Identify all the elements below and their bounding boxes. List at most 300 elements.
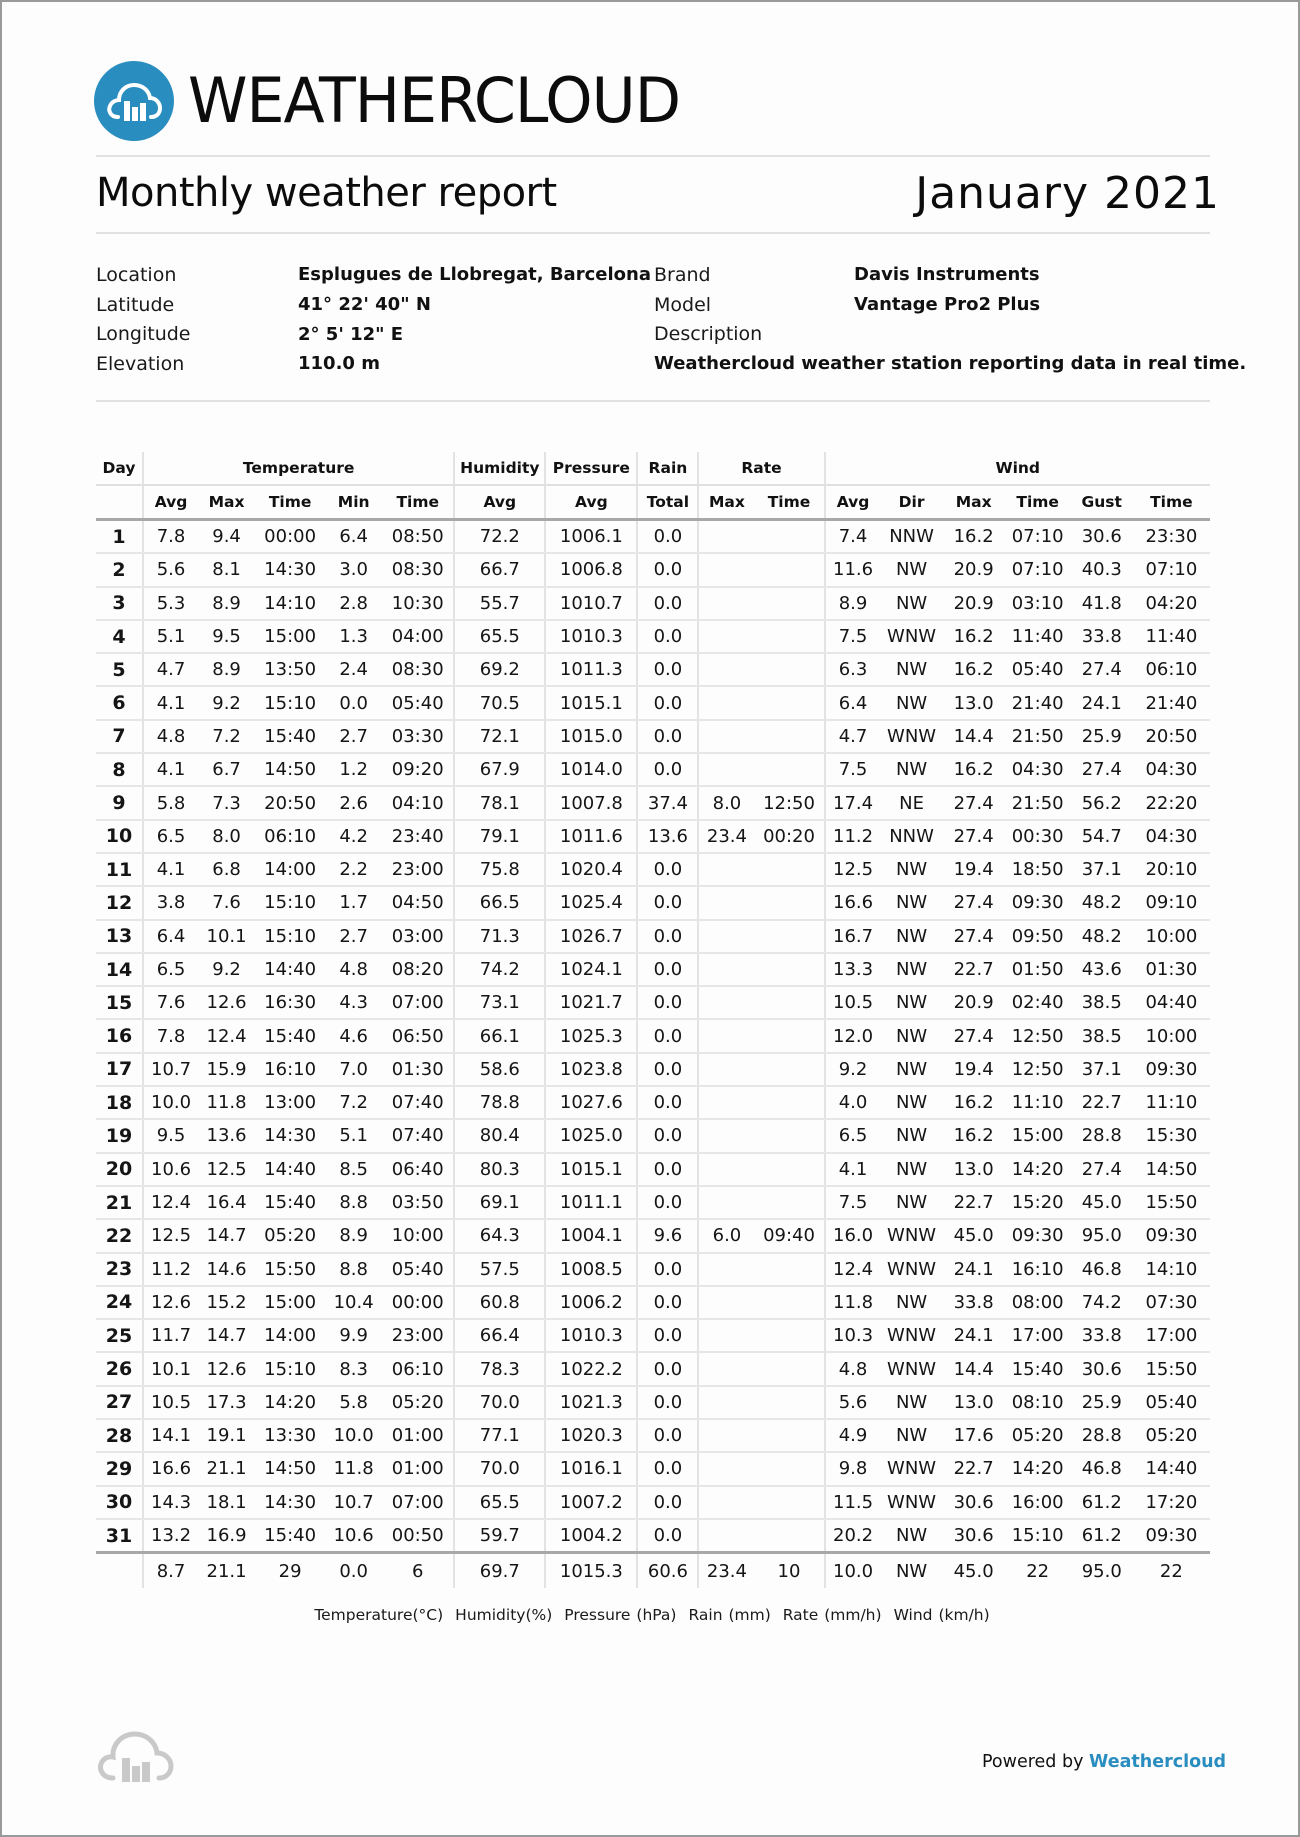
table-row [96, 1086, 1210, 1119]
data-cell: 8.9 [198, 587, 255, 620]
day-cell: 1 [96, 520, 143, 554]
data-cell: 69.2 [454, 653, 545, 686]
data-cell: 15:20 [1005, 1186, 1071, 1219]
data-cell: 25.9 [1071, 720, 1133, 753]
data-cell: 09:30 [1133, 1519, 1210, 1553]
data-cell: 0.0 [637, 720, 698, 753]
data-cell: NW [881, 1086, 943, 1119]
data-cell: 1021.3 [545, 1386, 637, 1419]
data-cell: 7.8 [143, 1019, 198, 1052]
data-cell: 0.0 [637, 1186, 698, 1219]
data-cell: 15:50 [1133, 1186, 1210, 1219]
divider [96, 400, 1210, 402]
table-row [96, 1153, 1210, 1186]
data-cell: NW [881, 1419, 943, 1452]
total-cell: 45.0 [943, 1553, 1005, 1589]
data-cell: 08:50 [382, 520, 454, 554]
total-cell: 95.0 [1071, 1553, 1133, 1589]
data-cell: 5.6 [825, 1386, 881, 1419]
data-cell: 6.5 [825, 1119, 881, 1152]
data-cell: 0.0 [637, 953, 698, 986]
data-cell: 15:40 [255, 1019, 325, 1052]
data-cell: 12.4 [825, 1253, 881, 1286]
data-cell: 05:20 [382, 1386, 454, 1419]
table-row [96, 953, 1210, 986]
data-cell: 14:50 [1133, 1153, 1210, 1186]
data-cell: 2.7 [325, 920, 382, 953]
table-row [96, 853, 1210, 886]
data-cell: NW [881, 1153, 943, 1186]
data-cell: 0.0 [637, 520, 698, 554]
data-cell: 9.9 [325, 1319, 382, 1352]
data-cell: 10:00 [1133, 920, 1210, 953]
data-cell: 8.3 [325, 1352, 382, 1385]
data-cell: 9.5 [198, 620, 255, 653]
data-cell [754, 1053, 824, 1086]
data-cell: 66.1 [454, 1019, 545, 1052]
data-cell: 1022.2 [545, 1352, 637, 1385]
data-cell: 78.8 [454, 1086, 545, 1119]
data-cell [698, 953, 754, 986]
data-cell: 1.3 [325, 620, 382, 653]
data-cell [754, 1086, 824, 1119]
data-cell: 0.0 [637, 1452, 698, 1485]
data-cell: 9.4 [198, 520, 255, 554]
data-cell: 6.3 [825, 653, 881, 686]
data-cell: 4.1 [825, 1153, 881, 1186]
units-legend [2, 1606, 1300, 1624]
data-cell: 66.5 [454, 886, 545, 919]
data-cell: 24.1 [943, 1319, 1005, 1352]
data-cell: 33.8 [1071, 620, 1133, 653]
data-cell: 66.7 [454, 553, 545, 586]
data-cell: 28.8 [1071, 1419, 1133, 1452]
table-row [96, 1486, 1210, 1519]
data-cell [698, 853, 754, 886]
data-cell: 0.0 [637, 1386, 698, 1419]
info-value: Vantage Pro2 Plus [854, 294, 1041, 316]
legend-item: Rate (mm/h) [782, 1606, 882, 1624]
day-cell: 25 [96, 1319, 143, 1352]
data-cell [698, 1286, 754, 1319]
data-cell [754, 720, 824, 753]
data-cell: 14:30 [255, 1486, 325, 1519]
table-row [96, 520, 1210, 554]
data-cell [698, 1386, 754, 1419]
data-cell: 56.2 [1071, 786, 1133, 819]
data-cell: 4.7 [825, 720, 881, 753]
data-cell: 0.0 [637, 920, 698, 953]
data-cell: NW [881, 986, 943, 1019]
data-cell: 1010.7 [545, 587, 637, 620]
table-row [96, 1019, 1210, 1052]
data-cell: 13.0 [943, 1386, 1005, 1419]
data-cell: 12.6 [143, 1286, 198, 1319]
data-cell: 23:40 [382, 820, 454, 853]
data-cell: 16.2 [943, 753, 1005, 786]
data-cell: 07:10 [1133, 553, 1210, 586]
table-row [96, 587, 1210, 620]
data-cell: 69.1 [454, 1186, 545, 1219]
data-cell: 10.0 [325, 1419, 382, 1452]
data-cell: 15:40 [255, 1519, 325, 1553]
station-device-info [654, 260, 1246, 379]
data-cell: 1015.0 [545, 720, 637, 753]
data-cell: 27.4 [943, 786, 1005, 819]
data-cell: 20:10 [1133, 853, 1210, 886]
data-cell [754, 1119, 824, 1152]
data-cell: 48.2 [1071, 920, 1133, 953]
sub-header-day-blank [96, 485, 143, 520]
data-cell: 6.5 [143, 953, 198, 986]
day-cell: 17 [96, 1053, 143, 1086]
data-cell: 79.1 [454, 820, 545, 853]
data-cell: 14.4 [943, 1352, 1005, 1385]
footer-cloud-logo-icon [95, 1722, 177, 1788]
data-cell: 14:30 [255, 1119, 325, 1152]
data-cell: 10.5 [143, 1386, 198, 1419]
data-cell: 57.5 [454, 1253, 545, 1286]
data-cell: NW [881, 920, 943, 953]
day-cell: 24 [96, 1286, 143, 1319]
info-row-model [654, 290, 1246, 320]
data-cell: 09:10 [1133, 886, 1210, 919]
data-cell [698, 1119, 754, 1152]
data-cell: 24.1 [1071, 686, 1133, 719]
data-cell: 0.0 [637, 986, 698, 1019]
data-cell: 21.1 [198, 1452, 255, 1485]
data-cell: 08:30 [382, 653, 454, 686]
data-cell: 10.7 [143, 1053, 198, 1086]
data-cell: 6.4 [825, 686, 881, 719]
day-cell: 5 [96, 653, 143, 686]
info-row-elevation [96, 349, 651, 379]
total-cell: 60.6 [637, 1553, 698, 1589]
data-cell: 20.9 [943, 553, 1005, 586]
data-cell [698, 1153, 754, 1186]
data-cell: 16.2 [943, 653, 1005, 686]
data-cell: 77.1 [454, 1419, 545, 1452]
data-cell [698, 986, 754, 1019]
table-row [96, 1386, 1210, 1419]
data-cell: 09:30 [1133, 1219, 1210, 1252]
info-label: Model [654, 293, 712, 316]
data-cell: 06:50 [382, 1019, 454, 1052]
data-cell: 1026.7 [545, 920, 637, 953]
data-cell: 5.8 [143, 786, 198, 819]
data-cell [754, 1519, 824, 1553]
data-cell: 6.4 [325, 520, 382, 554]
data-cell: 38.5 [1071, 1019, 1133, 1052]
data-cell: 7.8 [143, 520, 198, 554]
data-cell: 27.4 [1071, 653, 1133, 686]
data-cell: 0.0 [637, 1352, 698, 1385]
data-cell: NNW [881, 520, 943, 554]
table-row [96, 620, 1210, 653]
data-cell: 4.0 [825, 1086, 881, 1119]
sub-header-cell: Avg [825, 485, 881, 520]
info-value: 110.0 m [298, 353, 380, 375]
data-cell: 05:40 [1005, 653, 1071, 686]
day-cell: 15 [96, 986, 143, 1019]
data-cell: 12.5 [143, 1219, 198, 1252]
data-cell [698, 720, 754, 753]
data-cell: 78.3 [454, 1352, 545, 1385]
data-cell [698, 920, 754, 953]
info-label: Latitude [96, 293, 175, 316]
data-cell: 59.7 [454, 1519, 545, 1553]
data-cell: 15.9 [198, 1053, 255, 1086]
data-cell: WNW [881, 1219, 943, 1252]
data-cell: 00:00 [382, 1286, 454, 1319]
data-cell: 11:40 [1005, 620, 1071, 653]
data-cell [754, 1019, 824, 1052]
data-cell: 4.8 [825, 1352, 881, 1385]
data-cell: 40.3 [1071, 553, 1133, 586]
data-cell: 2.4 [325, 653, 382, 686]
data-cell: 11.6 [825, 553, 881, 586]
data-cell: NW [881, 1119, 943, 1152]
day-cell: 10 [96, 820, 143, 853]
day-cell: 3 [96, 587, 143, 620]
data-cell: 8.9 [825, 587, 881, 620]
data-cell: 16.2 [943, 520, 1005, 554]
table-row [96, 1319, 1210, 1352]
table-totals-row [96, 1553, 1210, 1589]
data-cell [698, 886, 754, 919]
table-row [96, 1119, 1210, 1152]
data-cell: 07:10 [1005, 553, 1071, 586]
data-cell: 16.2 [943, 1119, 1005, 1152]
data-cell: 0.0 [637, 853, 698, 886]
table-row [96, 686, 1210, 719]
day-cell: 19 [96, 1119, 143, 1152]
data-cell: 16:30 [255, 986, 325, 1019]
data-cell: 14:00 [255, 853, 325, 886]
data-cell [698, 1452, 754, 1485]
data-cell: 01:00 [382, 1419, 454, 1452]
data-cell: 00:30 [1005, 820, 1071, 853]
data-cell: 07:40 [382, 1119, 454, 1152]
data-cell: 06:10 [382, 1352, 454, 1385]
day-cell: 9 [96, 786, 143, 819]
data-cell: 04:30 [1005, 753, 1071, 786]
data-cell: 04:10 [382, 786, 454, 819]
header-wind: Wind [825, 452, 1210, 485]
report-period: January 2021 [915, 168, 1220, 219]
data-cell: 27.4 [943, 886, 1005, 919]
data-cell: 4.3 [325, 986, 382, 1019]
data-cell: 0.0 [637, 587, 698, 620]
data-cell: 02:40 [1005, 986, 1071, 1019]
data-cell: 17:20 [1133, 1486, 1210, 1519]
data-cell: 27.4 [1071, 1153, 1133, 1186]
data-cell: 15:50 [255, 1253, 325, 1286]
data-cell: 13:00 [255, 1086, 325, 1119]
data-cell: 07:40 [382, 1086, 454, 1119]
weathercloud-link[interactable]: Weathercloud [1089, 1752, 1227, 1772]
data-cell [698, 1486, 754, 1519]
data-cell: 80.4 [454, 1119, 545, 1152]
data-cell: 9.2 [825, 1053, 881, 1086]
data-cell: 7.2 [198, 720, 255, 753]
data-cell: 22.7 [943, 1186, 1005, 1219]
data-cell: WNW [881, 720, 943, 753]
data-cell: 0.0 [637, 1286, 698, 1319]
data-cell: 13.6 [637, 820, 698, 853]
data-cell: 7.0 [325, 1053, 382, 1086]
data-cell [698, 686, 754, 719]
data-cell: NE [881, 786, 943, 819]
data-cell: 8.9 [325, 1219, 382, 1252]
data-cell: 20.9 [943, 587, 1005, 620]
data-cell: 27.4 [943, 1019, 1005, 1052]
data-cell: 24.1 [943, 1253, 1005, 1286]
table-row [96, 986, 1210, 1019]
data-cell: 21:50 [1005, 720, 1071, 753]
data-cell: 01:00 [382, 1452, 454, 1485]
data-cell: 09:20 [382, 753, 454, 786]
data-cell: NW [881, 1286, 943, 1319]
table-sub-header-row [96, 485, 1210, 520]
data-cell: NW [881, 753, 943, 786]
data-cell: 1020.3 [545, 1419, 637, 1452]
data-cell [754, 1486, 824, 1519]
sub-header-cell: Max [698, 485, 754, 520]
data-cell: 03:30 [382, 720, 454, 753]
data-cell: 10.1 [198, 920, 255, 953]
data-cell: 12.6 [198, 1352, 255, 1385]
data-cell: 21:40 [1133, 686, 1210, 719]
data-cell [754, 1452, 824, 1485]
data-cell: NW [881, 953, 943, 986]
brand-header [94, 60, 695, 142]
data-cell: 6.7 [198, 753, 255, 786]
data-cell: 17:00 [1133, 1319, 1210, 1352]
sub-header-cell: Avg [545, 485, 637, 520]
data-cell: 38.5 [1071, 986, 1133, 1019]
data-cell: 7.3 [198, 786, 255, 819]
data-cell: 1025.0 [545, 1119, 637, 1152]
data-cell: 25.9 [1071, 1386, 1133, 1419]
table-row [96, 653, 1210, 686]
data-cell: 1007.2 [545, 1486, 637, 1519]
data-cell: 07:00 [382, 986, 454, 1019]
data-cell [754, 953, 824, 986]
total-cell [96, 1553, 143, 1589]
data-cell: 0.0 [637, 753, 698, 786]
data-cell: 14:20 [255, 1386, 325, 1419]
data-cell: 1010.3 [545, 1319, 637, 1352]
sub-header-cell: Time [382, 485, 454, 520]
data-cell: 0.0 [637, 1319, 698, 1352]
data-cell: 14:20 [1005, 1153, 1071, 1186]
data-cell: WNW [881, 1352, 943, 1385]
day-cell: 21 [96, 1186, 143, 1219]
data-cell: 13.0 [943, 1153, 1005, 1186]
data-cell: 15:10 [255, 886, 325, 919]
data-cell: 15:00 [255, 1286, 325, 1319]
data-cell: 60.8 [454, 1286, 545, 1319]
data-cell [754, 1319, 824, 1352]
data-cell: NW [881, 1386, 943, 1419]
data-cell: 1024.1 [545, 953, 637, 986]
data-cell: 7.6 [143, 986, 198, 1019]
data-cell: 15:10 [255, 686, 325, 719]
data-cell: 13.3 [825, 953, 881, 986]
data-cell: 6.4 [143, 920, 198, 953]
data-cell [754, 1419, 824, 1452]
data-cell: 15:00 [1005, 1119, 1071, 1152]
table-row [96, 1286, 1210, 1319]
data-cell: 8.8 [325, 1186, 382, 1219]
data-cell [754, 986, 824, 1019]
data-cell: 09:30 [1133, 1053, 1210, 1086]
data-cell: 9.8 [825, 1452, 881, 1485]
data-cell: 28.8 [1071, 1119, 1133, 1152]
legend-item: Rain (mm) [688, 1606, 771, 1624]
data-cell: 1025.3 [545, 1019, 637, 1052]
data-cell: 12.5 [198, 1153, 255, 1186]
table-row [96, 1253, 1210, 1286]
data-cell: 13:50 [255, 653, 325, 686]
total-cell: 10.0 [825, 1553, 881, 1589]
data-cell: 1011.3 [545, 653, 637, 686]
data-cell: 33.8 [943, 1286, 1005, 1319]
total-cell: 1015.3 [545, 1553, 637, 1589]
data-cell: 2.2 [325, 853, 382, 886]
data-cell [754, 1352, 824, 1385]
data-cell: 14:20 [1005, 1452, 1071, 1485]
table-row [96, 753, 1210, 786]
data-cell [754, 653, 824, 686]
data-cell [698, 520, 754, 554]
data-cell: 11.7 [143, 1319, 198, 1352]
total-cell: 10 [754, 1553, 824, 1589]
data-cell: 8.0 [198, 820, 255, 853]
data-cell: 1011.6 [545, 820, 637, 853]
data-cell: 16.9 [198, 1519, 255, 1553]
data-cell: 0.0 [637, 1086, 698, 1119]
data-cell: 19.4 [943, 1053, 1005, 1086]
data-cell: 46.8 [1071, 1253, 1133, 1286]
data-cell: 30.6 [1071, 1352, 1133, 1385]
data-cell: 1025.4 [545, 886, 637, 919]
data-cell: 1006.1 [545, 520, 637, 554]
weather-data-table [96, 452, 1210, 1588]
day-cell: 27 [96, 1386, 143, 1419]
data-cell: 15:50 [1133, 1352, 1210, 1385]
data-cell: 1006.2 [545, 1286, 637, 1319]
data-cell: 23:00 [382, 853, 454, 886]
data-cell: 0.0 [637, 886, 698, 919]
data-cell: 1020.4 [545, 853, 637, 886]
data-cell: NW [881, 553, 943, 586]
data-cell: 4.8 [143, 720, 198, 753]
data-cell: 15:10 [1005, 1519, 1071, 1553]
data-cell: 01:30 [1133, 953, 1210, 986]
total-cell: 6 [382, 1553, 454, 1589]
data-cell: WNW [881, 1452, 943, 1485]
data-cell: 16.0 [825, 1219, 881, 1252]
info-label: Description [654, 323, 763, 346]
total-cell: 21.1 [198, 1553, 255, 1589]
data-cell: 78.1 [454, 786, 545, 819]
data-cell: NW [881, 686, 943, 719]
data-cell [698, 1419, 754, 1452]
report-title-row [96, 168, 1220, 230]
data-cell: 80.3 [454, 1153, 545, 1186]
